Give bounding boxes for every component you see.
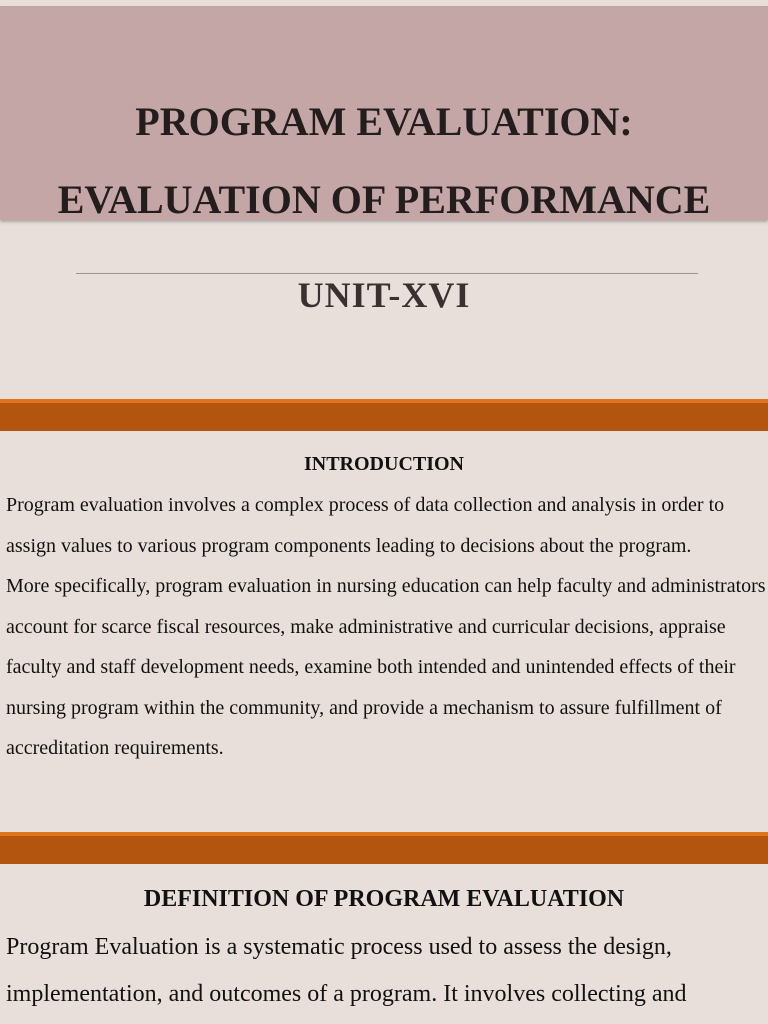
introduction-paragraph-1: Program evaluation involves a complex process of data collection and analysis in order to assign values to various program components leading to decisions about the program. <box>6 494 725 557</box>
slide-divider-bar <box>0 399 768 431</box>
definition-heading: DEFINITION OF PROGRAM EVALUATION <box>143 886 625 912</box>
title-line-1: PROGRAM EVALUATION: <box>135 99 633 144</box>
introduction-heading: INTRODUCTION <box>303 453 465 475</box>
definition-body <box>6 924 766 1018</box>
introduction-body <box>6 485 766 769</box>
introduction-paragraph-2: More specifically, program evaluation in nursing education can help faculty and administrators account for scarce fiscal resources, make administrative and curricular decisions, appraise faculty and staff development needs, examine both intended and unintended effects of their nursing program within the community, and provide a mechanism to assure fulfillment of accreditation requirements. <box>6 575 766 759</box>
title-band <box>0 6 768 220</box>
slide-divider-bar <box>0 832 768 864</box>
title-slide <box>0 0 768 400</box>
definition-paragraph-1: Program Evaluation is a systematic process used to assess the design, implementation, and outcomes of a program. It involves collecting and <box>6 934 687 1007</box>
title-line-2: EVALUATION OF PERFORMANCE <box>57 177 711 222</box>
unit-subtitle: UNIT-XVI <box>297 275 471 315</box>
